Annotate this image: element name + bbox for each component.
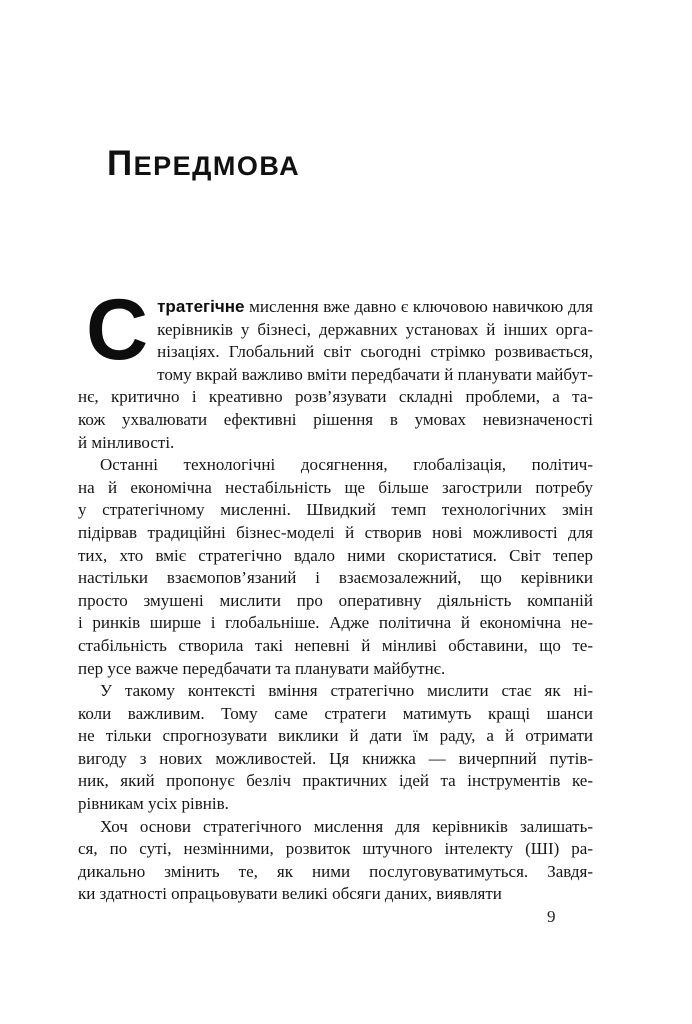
text-line: тратегічне мислення вже давно є ключовою навичкою для	[157, 297, 593, 316]
paragraph	[78, 816, 593, 906]
text-line: нізаціях. Глобальний світ сьогодні стрімко розвивається,	[157, 342, 593, 362]
text-line: тому вкрай важливо вміти передбачати й планувати майбут-	[157, 364, 593, 384]
chapter-title	[107, 144, 300, 186]
text-line: підірвав традиційні бізнес-моделі й створив нові можливості для	[78, 522, 593, 542]
text-line: на й економічна нестабільність ще більше загострили потребу	[78, 477, 593, 497]
chapter-title-rest: ЕРЕДМОВА	[133, 151, 301, 181]
text-line: ся, по суті, незмінними, розвиток штучного інтелекту (ШІ) ра-	[78, 839, 593, 859]
text-line: у стратегічному мисленні. Швидкий темп технологічних змін	[78, 500, 593, 520]
text-line: ки здатності опрацьовувати великі обсяги даних, виявляти	[78, 884, 502, 904]
page-number: 9	[547, 907, 556, 926]
paragraph	[78, 680, 593, 816]
text-line: просто змушені мислити про оперативну діяльність компаній	[78, 590, 593, 610]
body-text	[78, 282, 593, 906]
dropcap-letter: С	[86, 282, 149, 378]
text-line: кож ухвалювати ефективні рішення в умовах невизначеності	[78, 409, 593, 429]
text-line: нє, критично і креативно розв’язувати складні проблеми, а та-	[78, 387, 593, 407]
text-line: й мінливості.	[78, 432, 175, 452]
chapter-title-initial: П	[107, 144, 134, 183]
text-line: дикально змінить те, як ними послуговуватимуться. Завдя-	[78, 861, 593, 881]
paragraph	[78, 282, 593, 454]
text-line: і ринків ширше і глобальніше. Адже політична й економічна не-	[78, 613, 593, 633]
paragraph	[78, 454, 593, 680]
text-line: вигоду з нових можливостей. Ця книжка — вичерпний путів-	[78, 748, 593, 768]
text-line: пер усе важче передбачати та планувати майбутнє.	[78, 658, 446, 678]
text-line: У такому контексті вміння стратегічно мислити стає як ні-	[100, 681, 593, 701]
text-line: Останні технологічні досягнення, глобалізація, політич-	[100, 455, 593, 475]
text-line: настільки взаємопов’язаний і взаємозалежний, що керівники	[78, 568, 593, 588]
text-line: рівникам усіх рівнів.	[78, 794, 229, 814]
text-line: не тільки спрогнозувати виклики й дати їм раду, а й отримати	[78, 726, 593, 746]
text-line: керівників у бізнесі, державних установах й інших орга-	[157, 319, 593, 339]
lead-word-bold: тратегічне	[157, 297, 245, 316]
text-line: стабільність створила такі непевні й мінливі обставини, що те-	[78, 635, 593, 655]
text-line: коли важливим. Тому саме стратеги матимуть кращі шанси	[78, 703, 593, 723]
text-line: ник, який пропонує безліч практичних ідей та інструментів ке-	[78, 771, 593, 791]
text-line: Хоч основи стратегічного мислення для керівників залишать-	[100, 816, 593, 836]
text-line: тих, хто вміє стратегічно вдало ними скористатися. Світ тепер	[78, 545, 593, 565]
